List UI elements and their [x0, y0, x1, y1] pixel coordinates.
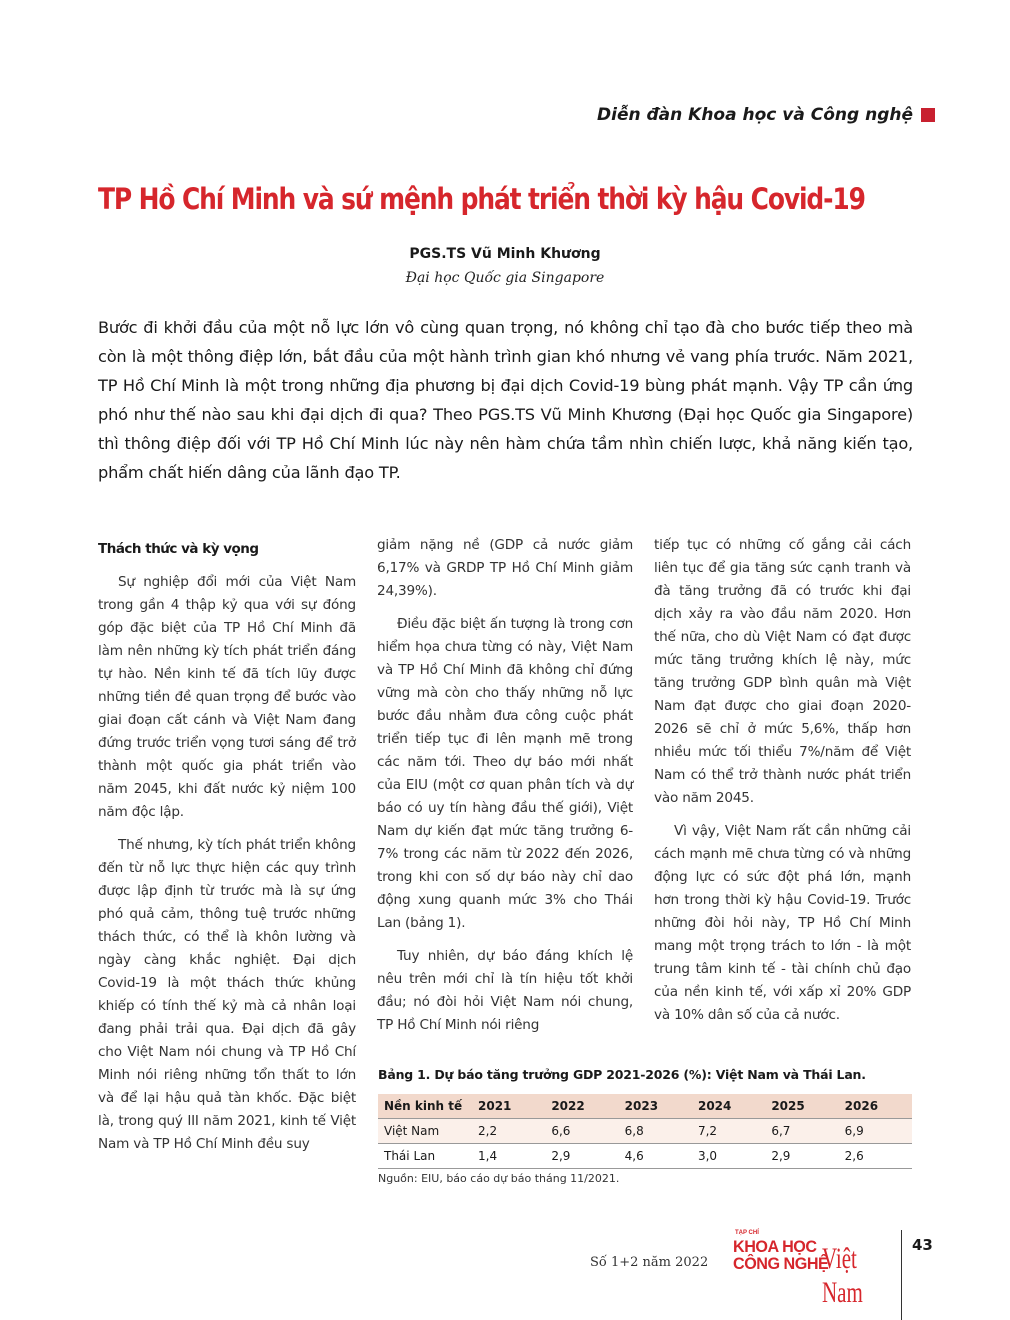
table-caption: Bảng 1. Dự báo tăng trưởng GDP 2021-2026 (%): Việt Nam và Thái Lan.: [378, 1067, 866, 1082]
magazine-logo: [727, 1230, 892, 1309]
paragraph: Sự nghiệp đổi mới của Việt Nam trong gần 4 thập kỷ qua với sự đóng góp đặc biệt của TP Hồ Chí Minh đã làm nên những kỳ tích phát triển đáng tự hào. Nền kinh tế đã tích lũy được những tiền đề quan trọng để bước vào giai đoạn cất cánh và Việt Nam đang đứng trước triển vọng tươi sáng để trở thành một quốc gia phát triển vào năm 2045, khi đất nước kỷ niệm 100 năm độc lập.: [98, 574, 356, 820]
column-3: [654, 534, 911, 1037]
table-row: [378, 1119, 912, 1144]
table-header-cell: Nền kinh tế: [378, 1094, 472, 1119]
paragraph: Điều đặc biệt ấn tượng là trong cơn hiểm họa chưa từng có này, Việt Nam và TP Hồ Chí Minh đã không chỉ đứng vững mà còn cho thấy những nỗ lực bước đầu nhằm đưa công cuộc phát triển tiếp tục đi lên mạnh mẽ trong các năm tới. Theo dự báo mới nhất của EIU (một cơ quan phân tích và dự báo có uy tín hàng đầu thế giới), Việt Nam dự kiến đạt mức tăng trưởng 6-7% trong các năm từ 2022 đến 2026, trong khi con số dự báo này chỉ dao động xung quanh mức 3% cho Thái Lan (bảng 1).: [377, 616, 633, 931]
table-cell: 2,2: [472, 1119, 545, 1144]
paragraph: Vì vậy, Việt Nam rất cần những cải cách mạnh mẽ chưa từng có và những động lực có sức đột phá lớn, mạnh hơn trong thời kỳ hậu Covid-19. Trước những đòi hỏi này, TP Hồ Chí Minh mang một trọng trách to lớn - là một trung tâm kinh tế - tài chính chủ đạo của nền kinh tế, với xấp xỉ 20% GDP và 10% dân số của cả nước.: [654, 823, 911, 1023]
footer-divider: [901, 1230, 902, 1320]
table-header-cell: 2026: [839, 1094, 912, 1119]
page-number: 43: [912, 1236, 933, 1254]
table-cell: 7,2: [692, 1119, 765, 1144]
issue-label: Số 1+2 năm 2022: [590, 1255, 709, 1270]
logo-line-1: KHOA HỌC: [733, 1237, 817, 1256]
table-header-row: [378, 1094, 912, 1119]
table-cell: 2,6: [839, 1144, 912, 1169]
column-2: [377, 534, 633, 1047]
table-header-cell: 2024: [692, 1094, 765, 1119]
table-cell: 4,6: [619, 1144, 692, 1169]
author-affiliation: Đại học Quốc gia Singapore: [405, 270, 605, 286]
section-heading: Thách thức và kỳ vọng: [98, 541, 259, 557]
table-cell: 2,9: [765, 1144, 838, 1169]
article-title: TP Hồ Chí Minh và sứ mệnh phát triển thời kỳ hậu Covid-19: [98, 182, 865, 216]
table-source: Nguồn: EIU, báo cáo dự báo tháng 11/2021.: [378, 1172, 620, 1185]
paragraph: tiếp tục có những cố gắng cải cách liên tục để gia tăng sức cạnh tranh và đà tăng trưởng đã có trước khi đại dịch xảy ra vào đầu năm 2020. Hơn thế nữa, cho dù Việt Nam có đạt được mức tăng trưởng khích lệ này, mức tăng trưởng GDP bình quân mà Việt Nam đạt được cho giai đoạn 2020-2026 sẽ chỉ ở mức 5,6%, thấp hơn nhiều mức tối thiểu 7%/năm để Việt Nam có thể trở thành nước phát triển vào năm 2045.: [654, 537, 911, 806]
table-cell: 1,4: [472, 1144, 545, 1169]
table-cell: 6,9: [839, 1119, 912, 1144]
table-row: [378, 1144, 912, 1169]
table-cell: 2,9: [545, 1144, 618, 1169]
section-square-icon: [921, 108, 935, 122]
table-header-cell: 2023: [619, 1094, 692, 1119]
section-header: [597, 105, 935, 125]
table-cell: Việt Nam: [378, 1119, 472, 1144]
logo-country: Việt Nam: [822, 1242, 863, 1309]
column-1: [98, 538, 356, 1166]
paragraph: Thế nhưng, kỳ tích phát triển không đến từ nỗ lực thực hiện các quy trình được lập định từ trước mà là sự ứng phó quả cảm, thông tuệ trước những thách thức, có thể là khôn lường và ngày càng khắc nghiệt. Đại dịch Covid-19 là một thách thức khủng khiếp có tính thế kỷ mà cả nhân loại đang phải trải qua. Đại dịch đã gây cho Việt Nam nói chung và TP Hồ Chí Minh nói riêng những tổn thất to lớn và để lại hậu quả tàn khốc. Đặc biệt là, trong quý III năm 2021, kinh tế Việt Nam và TP Hồ Chí Minh đều suy: [98, 837, 356, 1152]
table-cell: Thái Lan: [378, 1144, 472, 1169]
table-header-cell: 2022: [545, 1094, 618, 1119]
table-cell: 3,0: [692, 1144, 765, 1169]
table-header-cell: 2025: [765, 1094, 838, 1119]
section-title: Diễn đàn Khoa học và Công nghệ: [597, 105, 913, 125]
article-author: PGS.TS Vũ Minh Khương: [409, 246, 601, 262]
gdp-forecast-table: [378, 1094, 912, 1169]
table-cell: 6,7: [765, 1119, 838, 1144]
logo-line-2: CÔNG NGHỆ: [733, 1254, 829, 1273]
logo-small-text: TẠP CHÍ: [735, 1230, 759, 1236]
paragraph: giảm nặng nề (GDP cả nước giảm 6,17% và GRDP TP Hồ Chí Minh giảm 24,39%).: [377, 537, 633, 599]
table-header-cell: 2021: [472, 1094, 545, 1119]
table-cell: 6,8: [619, 1119, 692, 1144]
table-cell: 6,6: [545, 1119, 618, 1144]
article-lead: Bước đi khởi đầu của một nỗ lực lớn vô cùng quan trọng, nó không chỉ tạo đà cho bước tiếp theo mà còn là một thông điệp lớn, bắt đầu của một hành trình gian khó nhưng vẻ vang phía trước. Năm 2021, TP Hồ Chí Minh là một trong những địa phương bị đại dịch Covid-19 bùng phát mạnh. Vậy TP cần ứng phó như thế nào sau khi đại dịch đi qua? Theo PGS.TS Vũ Minh Khương (Đại học Quốc gia Singapore) thì thông điệp đối với TP Hồ Chí Minh lúc này nên hàm chứa tầm nhìn chiến lược, khả năng kiến tạo, phẩm chất hiến dâng của lãnh đạo TP.: [98, 318, 913, 482]
paragraph: Tuy nhiên, dự báo đáng khích lệ nêu trên mới chỉ là tín hiệu tốt khởi đầu; nó đòi hỏi Việt Nam nói chung, TP Hồ Chí Minh nói riêng: [377, 948, 633, 1033]
